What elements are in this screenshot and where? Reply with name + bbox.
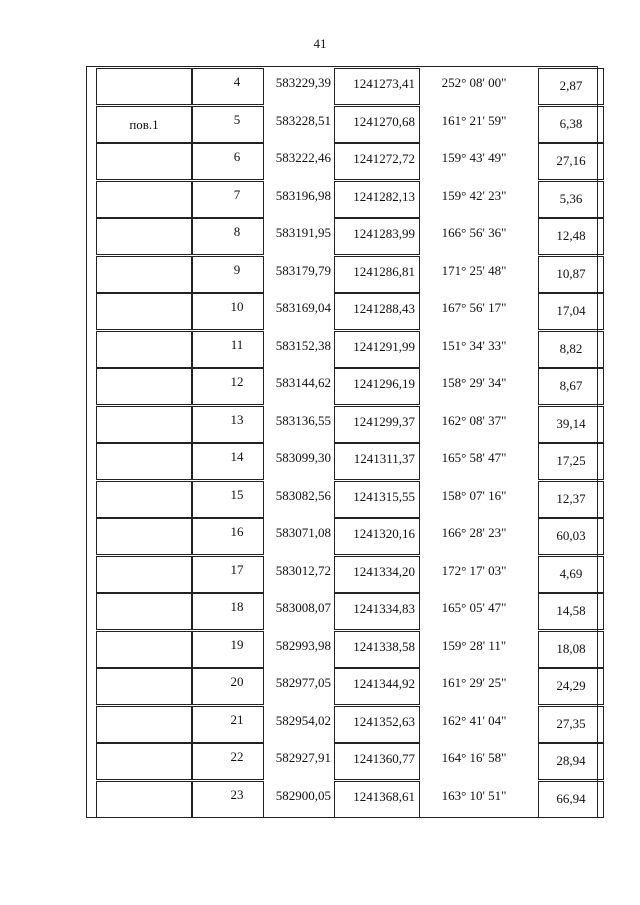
table-row <box>86 181 598 218</box>
point-number-cell: 12 <box>192 368 264 405</box>
point-label-cell <box>96 631 192 668</box>
point-number-cell: 7 <box>192 181 264 218</box>
y-coordinate-cell: 1241315,55 <box>334 481 420 518</box>
table-row <box>86 631 598 668</box>
point-number-cell: 14 <box>192 443 264 480</box>
direction-angle-cell: 171° 25' 48" <box>441 262 507 278</box>
point-label-cell <box>96 481 192 518</box>
distance-cell: 18,08 <box>538 631 604 668</box>
table-row <box>86 706 598 743</box>
distance-cell: 14,58 <box>538 593 604 630</box>
distance-cell: 28,94 <box>538 743 604 780</box>
table-row <box>86 743 598 780</box>
x-coordinate-cell: 583222,46 <box>275 150 331 165</box>
point-label-cell <box>96 68 192 105</box>
y-coordinate-cell: 1241283,99 <box>334 218 420 255</box>
point-label-cell <box>96 518 192 555</box>
point-label-cell <box>96 368 192 405</box>
point-label-cell <box>96 406 192 443</box>
point-number-cell: 13 <box>192 406 264 443</box>
x-coordinate-cell: 583179,79 <box>275 262 331 278</box>
x-coordinate-cell: 582993,98 <box>275 637 331 653</box>
point-label-cell <box>96 781 192 818</box>
x-coordinate-cell: 583144,62 <box>275 375 331 390</box>
direction-angle-cell: 158° 29' 34" <box>441 375 507 390</box>
point-number-cell: 18 <box>192 593 264 630</box>
y-coordinate-cell: 1241344,92 <box>334 668 420 705</box>
table-row <box>86 668 598 705</box>
direction-angle-cell: 164° 16' 58" <box>441 750 507 765</box>
direction-angle-cell: 172° 17' 03" <box>441 562 507 578</box>
distance-cell: 17,25 <box>538 443 604 480</box>
table-row <box>86 143 598 180</box>
table-row <box>86 556 598 593</box>
distance-cell: 12,48 <box>538 218 604 255</box>
point-number-cell: 22 <box>192 743 264 780</box>
x-coordinate-cell: 583136,55 <box>275 412 331 428</box>
table-row <box>86 518 598 555</box>
point-number-cell: 19 <box>192 631 264 668</box>
distance-cell: 60,03 <box>538 518 604 555</box>
table-row <box>86 481 598 518</box>
table-row <box>86 293 598 330</box>
y-coordinate-cell: 1241334,83 <box>334 593 420 630</box>
distance-cell: 39,14 <box>538 406 604 443</box>
distance-cell: 2,87 <box>538 68 604 105</box>
direction-angle-cell: 162° 41' 04" <box>441 712 507 728</box>
point-label-cell <box>96 331 192 368</box>
table-row <box>86 593 598 630</box>
y-coordinate-cell: 1241270,68 <box>334 106 420 143</box>
x-coordinate-cell: 583228,51 <box>275 112 331 128</box>
direction-angle-cell: 166° 56' 36" <box>441 225 507 240</box>
distance-cell: 27,35 <box>538 706 604 743</box>
point-label-cell <box>96 593 192 630</box>
distance-cell: 5,36 <box>538 181 604 218</box>
point-label-cell <box>96 256 192 293</box>
distance-cell: 17,04 <box>538 293 604 330</box>
table-row <box>86 106 598 143</box>
y-coordinate-cell: 1241311,37 <box>334 443 420 480</box>
x-coordinate-cell: 582927,91 <box>275 750 331 765</box>
x-coordinate-cell: 583196,98 <box>275 187 331 203</box>
distance-cell: 12,37 <box>538 481 604 518</box>
x-coordinate-cell: 583071,08 <box>275 525 331 540</box>
direction-angle-cell: 159° 42' 23" <box>441 187 507 203</box>
point-number-cell: 9 <box>192 256 264 293</box>
page-number: 41 <box>313 36 327 51</box>
point-number-cell: 5 <box>192 106 264 143</box>
direction-angle-cell: 161° 29' 25" <box>441 675 507 690</box>
point-label-cell: пов.1 <box>96 106 192 143</box>
y-coordinate-cell: 1241296,19 <box>334 368 420 405</box>
point-number-cell: 15 <box>192 481 264 518</box>
direction-angle-cell: 252° 08' 00" <box>441 75 507 90</box>
direction-angle-cell: 166° 28' 23" <box>441 525 507 540</box>
point-number-cell: 11 <box>192 331 264 368</box>
point-label-cell <box>96 743 192 780</box>
y-coordinate-cell: 1241368,61 <box>334 781 420 818</box>
table-row <box>86 68 598 105</box>
direction-angle-cell: 158° 07' 16" <box>441 487 507 503</box>
table-row <box>86 781 598 818</box>
distance-cell: 27,16 <box>538 143 604 180</box>
direction-angle-cell: 159° 43' 49" <box>441 150 507 165</box>
y-coordinate-cell: 1241286,81 <box>334 256 420 293</box>
y-coordinate-cell: 1241272,72 <box>334 143 420 180</box>
x-coordinate-cell: 582900,05 <box>275 787 331 803</box>
x-coordinate-cell: 583082,56 <box>275 487 331 503</box>
point-label-cell <box>96 293 192 330</box>
y-coordinate-cell: 1241288,43 <box>334 293 420 330</box>
x-coordinate-cell: 583229,39 <box>275 75 331 90</box>
point-label-cell <box>96 556 192 593</box>
point-number-cell: 4 <box>192 68 264 105</box>
point-number-cell: 21 <box>192 706 264 743</box>
point-number-cell: 10 <box>192 293 264 330</box>
x-coordinate-cell: 583152,38 <box>275 337 331 353</box>
distance-cell: 10,87 <box>538 256 604 293</box>
point-number-cell: 16 <box>192 518 264 555</box>
y-coordinate-cell: 1241299,37 <box>334 406 420 443</box>
table-row <box>86 331 598 368</box>
table-row <box>86 406 598 443</box>
y-coordinate-cell: 1241273,41 <box>334 68 420 105</box>
direction-angle-cell: 163° 10' 51" <box>441 787 507 803</box>
point-label-cell <box>96 443 192 480</box>
distance-cell: 8,67 <box>538 368 604 405</box>
direction-angle-cell: 167° 56' 17" <box>441 300 507 315</box>
y-coordinate-cell: 1241338,58 <box>334 631 420 668</box>
distance-cell: 6,38 <box>538 106 604 143</box>
direction-angle-cell: 161° 21' 59" <box>441 112 507 128</box>
direction-angle-cell: 151° 34' 33" <box>441 337 507 353</box>
x-coordinate-cell: 583191,95 <box>275 225 331 240</box>
x-coordinate-cell: 582977,05 <box>275 675 331 690</box>
point-number-cell: 8 <box>192 218 264 255</box>
point-number-cell: 23 <box>192 781 264 818</box>
x-coordinate-cell: 583169,04 <box>275 300 331 315</box>
point-number-cell: 6 <box>192 143 264 180</box>
direction-angle-cell: 165° 05' 47" <box>441 600 507 615</box>
direction-angle-cell: 162° 08' 37" <box>441 412 507 428</box>
y-coordinate-cell: 1241320,16 <box>334 518 420 555</box>
x-coordinate-cell: 582954,02 <box>275 712 331 728</box>
y-coordinate-cell: 1241352,63 <box>334 706 420 743</box>
y-coordinate-cell: 1241291,99 <box>334 331 420 368</box>
table-row <box>86 368 598 405</box>
y-coordinate-cell: 1241360,77 <box>334 743 420 780</box>
distance-cell: 8,82 <box>538 331 604 368</box>
distance-cell: 66,94 <box>538 781 604 818</box>
direction-angle-cell: 165° 58' 47" <box>441 450 507 465</box>
table-row <box>86 218 598 255</box>
point-number-cell: 17 <box>192 556 264 593</box>
x-coordinate-cell: 583008,07 <box>275 600 331 615</box>
point-label-cell <box>96 706 192 743</box>
distance-cell: 4,69 <box>538 556 604 593</box>
point-number-cell: 20 <box>192 668 264 705</box>
point-label-cell <box>96 181 192 218</box>
x-coordinate-cell: 583099,30 <box>275 450 331 465</box>
y-coordinate-cell: 1241334,20 <box>334 556 420 593</box>
distance-cell: 24,29 <box>538 668 604 705</box>
point-label-cell <box>96 218 192 255</box>
point-label-cell <box>96 668 192 705</box>
table-row <box>86 256 598 293</box>
table-row <box>86 443 598 480</box>
direction-angle-cell: 159° 28' 11" <box>441 637 507 653</box>
y-coordinate-cell: 1241282,13 <box>334 181 420 218</box>
x-coordinate-cell: 583012,72 <box>275 562 331 578</box>
point-label-cell <box>96 143 192 180</box>
